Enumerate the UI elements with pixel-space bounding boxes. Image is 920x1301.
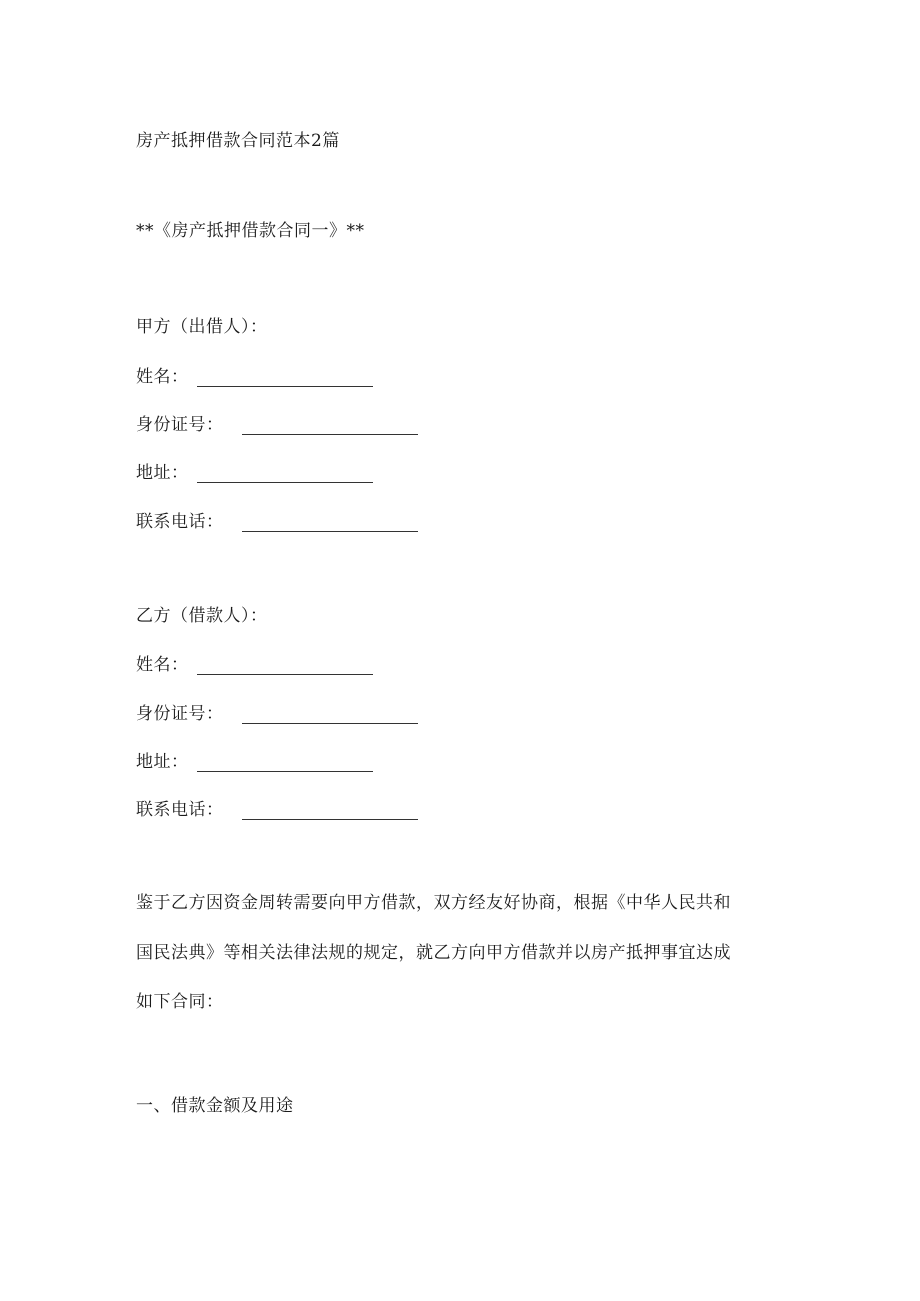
party-b-address-label: 地址： [136, 751, 189, 772]
contract-heading: **《房产抵押借款合同一》** [136, 221, 365, 241]
party-a-heading: 甲方（出借人）： [136, 317, 268, 337]
preamble-line-1: 鉴于乙方因资金周转需要向甲方借款，双方经友好协商，根据《中华人民共和 [136, 893, 731, 913]
party-b-heading: 乙方（借款人）： [136, 606, 268, 626]
party-b-id-label: 身份证号： [136, 703, 224, 724]
document-title: 房产抵押借款合同范本2篇 [136, 131, 340, 151]
party-a-id-blank[interactable] [242, 414, 418, 435]
party-a-phone-row [136, 509, 418, 534]
party-b-name-blank[interactable] [197, 654, 373, 675]
party-b-phone-label: 联系电话： [136, 799, 224, 820]
party-b-phone-blank[interactable] [242, 799, 418, 820]
party-a-name-row [136, 364, 373, 389]
party-a-address-row [136, 460, 373, 485]
party-a-id-label: 身份证号： [136, 414, 224, 435]
party-b-id-blank[interactable] [242, 703, 418, 724]
party-b-address-blank[interactable] [197, 751, 373, 772]
party-b-phone-row [136, 797, 418, 822]
party-b-id-row [136, 701, 418, 726]
party-a-name-label: 姓名： [136, 366, 189, 387]
party-a-phone-blank[interactable] [242, 511, 418, 532]
party-b-address-row [136, 749, 373, 774]
party-a-phone-label: 联系电话： [136, 511, 224, 532]
party-a-id-row [136, 412, 418, 437]
party-a-name-blank[interactable] [197, 366, 373, 387]
preamble-line-2: 国民法典》等相关法律法规的规定，就乙方向甲方借款并以房产抵押事宜达成 [136, 943, 731, 963]
party-b-name-row [136, 652, 373, 677]
section-1-heading: 一、借款金额及用途 [136, 1096, 294, 1116]
party-b-name-label: 姓名： [136, 654, 189, 675]
preamble-line-3: 如下合同： [136, 992, 224, 1012]
party-a-address-blank[interactable] [197, 462, 373, 483]
party-a-address-label: 地址： [136, 462, 189, 483]
